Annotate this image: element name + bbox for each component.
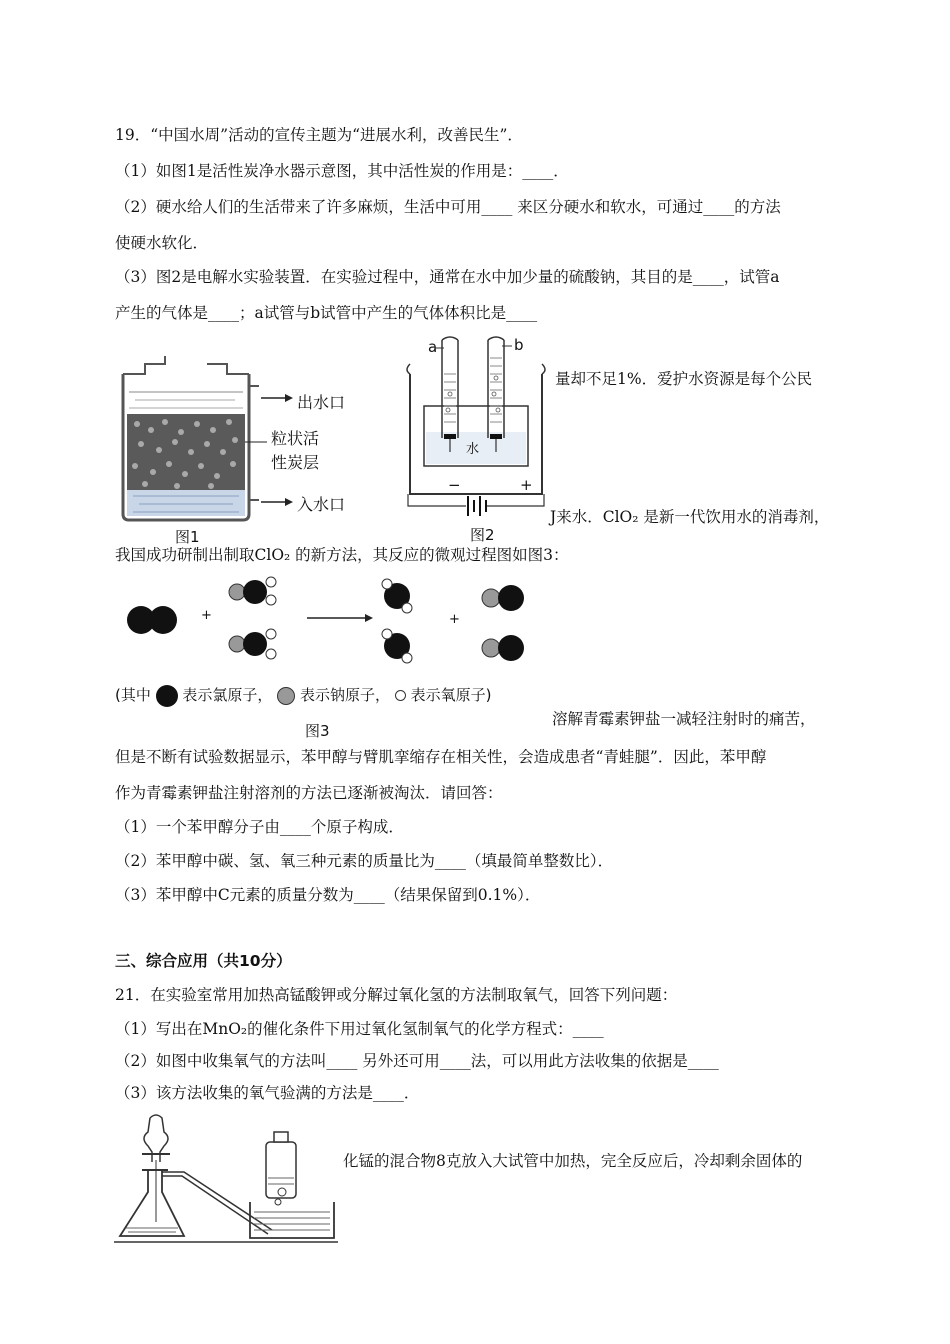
q19-title: 19．“中国水周”活动的宣传主题为“进展水利，改善民生”．	[115, 126, 523, 144]
positive-terminal: +	[520, 476, 533, 494]
outlet-label: 出水口	[297, 393, 346, 412]
oxygen-atom-icon	[395, 690, 406, 701]
tube-a-label: a	[428, 338, 438, 356]
q19-part2-line2: 使硬水软化．	[115, 234, 209, 252]
q19-part1: （1）如图1是活性炭净水器示意图，其中活性炭的作用是：____．	[115, 162, 569, 180]
oxygen-apparatus-diagram	[112, 1112, 340, 1248]
q20-sub3: （3）苯甲醇中C元素的质量分数为____（结果保留到0.1%）．	[115, 886, 541, 904]
q20-line3: 作为青霉素钾盐注射溶剂的方法已逐渐被淘汰．请回答：	[115, 784, 503, 802]
tube-b-label: b	[514, 336, 524, 354]
figure-3-legend	[115, 684, 491, 707]
q20-line1-tail: 溶解青霉素钾盐一减轻注射时的痛苦，	[552, 710, 816, 728]
figure-3-reaction	[115, 570, 555, 750]
inlet-label: 入水口	[297, 495, 346, 514]
q19-part5-tail: J来水．ClO₂ 是新一代饮用水的消毒剂，	[550, 508, 830, 526]
chlorine-atom-icon	[156, 685, 178, 707]
q20-line2: 但是不断有试验数据显示，苯甲醇与臂肌挛缩存在相关性，会造成患者“青蛙腿”．因此，苯甲醇	[115, 748, 767, 766]
carbon-layer-label-2: 性炭层	[271, 453, 320, 472]
reactant-plus: +	[201, 608, 212, 623]
q19-part6: 我国成功研制出制取ClO₂ 的新方法，其反应的微观过程图如图3：	[115, 546, 569, 564]
legend-sodium: 表示钠原子，	[300, 686, 391, 704]
q19-part3-line2: 产生的气体是____；a试管与b试管中产生的气体体积比是____	[115, 304, 538, 322]
q21-title: 21．在实验室常用加热高锰酸钾或分解过氧化氢的方法制取氧气，回答下列问题：	[115, 986, 678, 1004]
q21-sub4-tail: 化锰的混合物8克放入大试管中加热，完全反应后，冷却剩余固体的	[343, 1152, 803, 1170]
figure-1-caption: 图1	[175, 528, 200, 546]
water-label: 水	[466, 442, 480, 457]
q21-sub1: （1）写出在MnO₂的催化条件下用过氧化氢制氧气的化学方程式：____	[115, 1020, 604, 1038]
figure-1-water-purifier	[115, 334, 365, 546]
figure-2-electrolysis	[400, 334, 550, 546]
sodium-atom-icon	[277, 687, 295, 705]
q20-sub2: （2）苯甲醇中碳、氢、氧三种元素的质量比为____（填最简单整数比）．	[115, 852, 614, 870]
legend-oxygen: 表示氧原子)	[410, 686, 492, 704]
legend-prefix: (其中	[115, 686, 151, 704]
oxygen-collection-figure	[112, 1112, 340, 1248]
q20-sub1: （1）一个苯甲醇分子由____个原子构成．	[115, 818, 404, 836]
figure-2-caption: 图2	[470, 526, 495, 544]
product-plus: +	[449, 612, 460, 627]
reaction-diagram	[115, 570, 555, 680]
negative-terminal: −	[448, 476, 461, 494]
q21-sub3: （3）该方法收集的氧气验满的方法是____．	[115, 1084, 420, 1102]
q21-sub2: （2）如图中收集氧气的方法叫____ 另外还可用____法，可以用此方法收集的依据是____	[115, 1052, 719, 1070]
section-3-heading: 三、综合应用（共10分）	[115, 952, 292, 970]
q19-part4-tail: 量却不足1%．爱护水资源是每个公民	[555, 370, 813, 388]
carbon-layer-label-1: 粒状活	[271, 429, 320, 448]
figure-3-caption: 图3	[305, 722, 330, 740]
q19-part3-line1: （3）图2是电解水实验装置．在实验过程中，通常在水中加少量的硫酸钠，其目的是____，试管a	[115, 268, 780, 286]
q19-part2-line1: （2）硬水给人们的生活带来了许多麻烦，生活中可用____ 来区分硬水和软水，可通过____的方法	[115, 198, 781, 216]
legend-chlorine: 表示氯原子，	[182, 686, 273, 704]
